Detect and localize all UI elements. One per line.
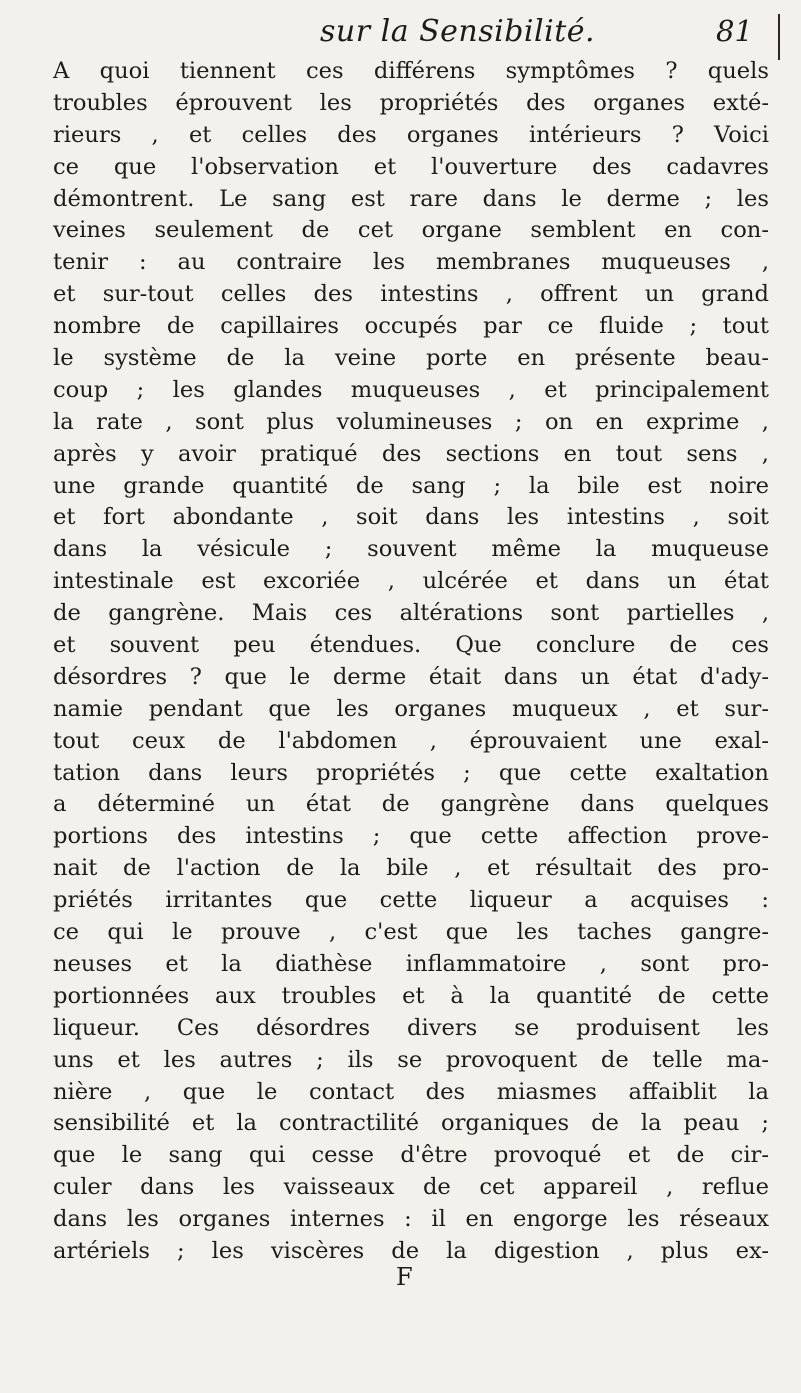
text-line: veines seulement de cet organe semblent en con-: [53, 217, 769, 244]
page-edge-mark: [778, 14, 780, 60]
page-number: 81: [716, 14, 753, 48]
text-line: dans les organes internes : il en engorge les réseaux: [53, 1206, 769, 1233]
text-line: et fort abondante , soit dans les intestins , soit: [53, 504, 769, 531]
text-line: priétés irritantes que cette liqueur a acquises :: [53, 887, 769, 914]
text-line: portions des intestins ; que cette affection prove-: [53, 823, 769, 850]
text-line: ce qui le prouve , c'est que les taches gangre-: [53, 919, 769, 946]
running-title: sur la Sensibilité.: [320, 14, 596, 49]
text-line: uns et les autres ; ils se provoquent de telle ma-: [53, 1046, 769, 1073]
text-line: dans la vésicule ; souvent même la muqueuse: [53, 536, 769, 563]
text-line: et sur-tout celles des intestins , offrent un grand: [53, 281, 769, 308]
text-line: portionnées aux troubles et à la quantité de cette: [53, 982, 769, 1009]
text-line: tenir : au contraire les membranes muqueuses ,: [53, 249, 769, 276]
text-line: a déterminé un état de gangrène dans quelques: [53, 791, 769, 818]
text-line: sensibilité et la contractilité organiques de la peau ;: [53, 1110, 769, 1137]
text-line: la rate , sont plus volumineuses ; on en exprime ,: [53, 408, 769, 435]
text-line: nombre de capillaires occupés par ce fluide ; tout: [53, 313, 769, 340]
text-line: désordres ? que le derme était dans un état d'ady-: [53, 663, 769, 690]
text-line: démontrent. Le sang est rare dans le derme ; les: [53, 185, 769, 212]
text-line: une grande quantité de sang ; la bile est noire: [53, 472, 769, 499]
text-line: et souvent peu étendues. Que conclure de ces: [53, 632, 769, 659]
text-line: que le sang qui cesse d'être provoqué et de cir-: [53, 1142, 769, 1169]
text-line: troubles éprouvent les propriétés des organes exté-: [53, 89, 769, 116]
text-line: après y avoir pratiqué des sections en tout sens ,: [53, 440, 769, 467]
body-text: [53, 56, 769, 1268]
text-line: artériels ; les viscères de la digestion , plus ex-: [53, 1237, 769, 1264]
text-line: nière , que le contact des miasmes affaiblit la: [53, 1078, 769, 1105]
text-line: namie pendant que les organes muqueux , et sur-: [53, 695, 769, 722]
text-line: intestinale est excoriée , ulcérée et dans un état: [53, 568, 769, 595]
text-line: A quoi tiennent ces différens symptômes ? quels: [53, 58, 769, 84]
text-line: coup ; les glandes muqueuses , et principalement: [53, 376, 769, 403]
text-line: culer dans les vaisseaux de cet appareil , reflue: [53, 1174, 769, 1201]
text-line: nait de l'action de la bile , et résultait des pro-: [53, 855, 769, 882]
text-line: ce que l'observation et l'ouverture des cadavres: [53, 153, 769, 180]
text-line: tout ceux de l'abdomen , éprouvaient une exal-: [53, 727, 769, 754]
signature-mark: F: [396, 1263, 413, 1291]
page-header: [0, 14, 801, 54]
text-line: tation dans leurs propriétés ; que cette exaltation: [53, 759, 769, 786]
text-line: liqueur. Ces désordres divers se produisent les: [53, 1014, 769, 1041]
text-line: le système de la veine porte en présente beau-: [53, 345, 769, 372]
text-line: de gangrène. Mais ces altérations sont partielles ,: [53, 600, 769, 627]
text-line: rieurs , et celles des organes intérieurs ? Voici: [53, 121, 769, 148]
text-line: neuses et la diathèse inflammatoire , sont pro-: [53, 950, 769, 977]
